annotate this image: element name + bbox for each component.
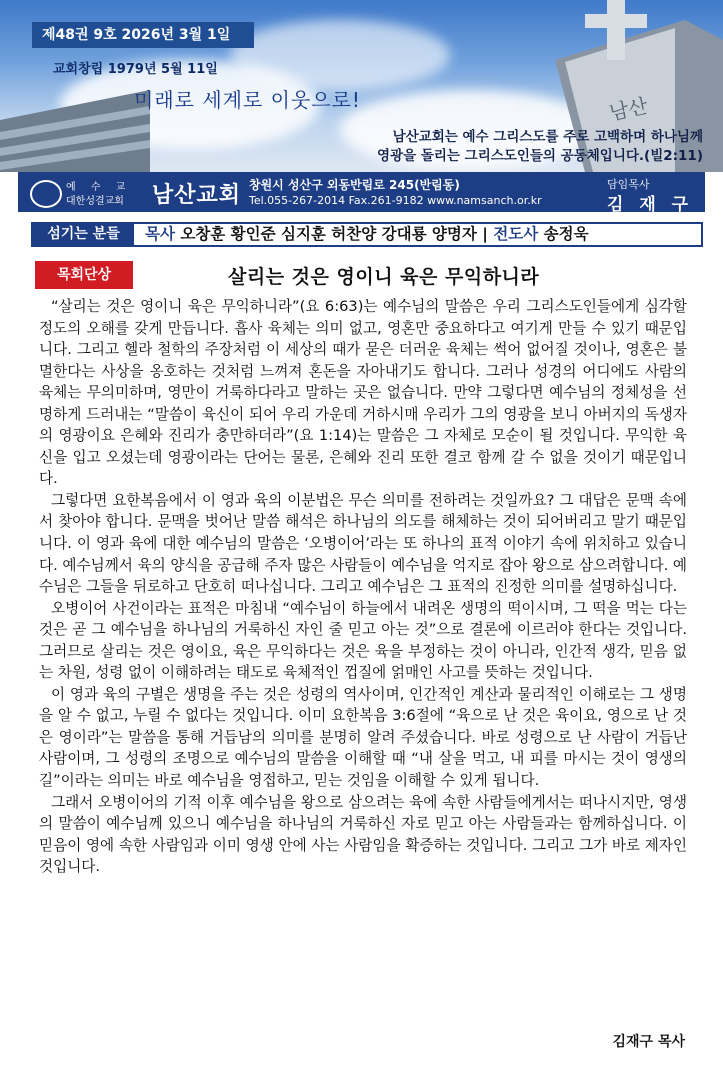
evangelist-role-label: 전도사 bbox=[493, 225, 539, 243]
pastor-names: 오창훈 황인준 심지훈 허찬양 강대룡 양명자 bbox=[180, 225, 477, 243]
mission-statement bbox=[377, 128, 703, 166]
church-address: 창원시 성산구 외동반림로 245(반림동) bbox=[249, 178, 460, 192]
building-image bbox=[0, 90, 150, 172]
pastor-role-label: 목사 bbox=[145, 225, 175, 243]
cloud-decoration bbox=[230, 20, 450, 90]
church-info-bar bbox=[18, 172, 705, 215]
church-contact: Tel.055-267-2014 Fax.261-9182 www.namsanch.or.kr bbox=[249, 194, 542, 207]
article-body bbox=[39, 296, 687, 878]
pastor-role: 담임목사 bbox=[607, 178, 650, 191]
servants-label: 섬기는 분들 bbox=[33, 224, 134, 245]
servants-list bbox=[145, 224, 589, 245]
pastor-name: 김 재 구 bbox=[607, 195, 694, 215]
mission-line: 남산교회는 예수 그리스도를 주로 고백하며 하나님께 bbox=[392, 129, 703, 145]
church-motto: 미래로 세계로 이웃으로! bbox=[134, 88, 361, 112]
svg-text:남산: 남산 bbox=[607, 93, 650, 125]
issue-date: 제48권 9호 2026년 3월 1일 bbox=[32, 22, 254, 48]
article-paragraph: 그렇다면 요한복음에서 이 영과 육의 이분법은 무슨 의미를 전하려는 것일까요? 그 대답은 문맥 속에서 찾아야 합니다. 문맥을 벗어난 말씀 해석은 하나님의 의도를 해체하는 것이 되어버리고 말기 때문입니다. 이 영과 육에 대한 예수님의 말씀은 ‘오병이어’라는 또 하나의 표적 이야기 속에 위치하고 있습니다. 예수님께서 육의 양식을 공급해 주자 많은 사람들이 예수님을 억지로 잡아 왕으로 삼으려합니다. 예수님은 그들을 뒤로하고 단호히 떠나십니다. 그리고 예수님은 그 표적의 진정한 의미를 설명하십니다. bbox=[39, 491, 687, 596]
servants-line bbox=[31, 222, 703, 247]
article-paragraph: 그래서 오병이어의 기적 이후 예수님을 왕으로 삼으려는 육에 속한 사람들에게서는 떠나시지만, 영생의 말씀이 예수님께 있으니 예수님을 하나님의 거룩하신 자로 믿고 아는 사람들과는 함께하십니다. 이 믿음이 영에 속한 사람임과 이미 영생 안에 사는 사람임을 확증하는 것입니다. 그리고 그가 바로 제자인 것입니다. bbox=[39, 793, 687, 876]
church-name: 남산교회 bbox=[152, 183, 242, 208]
author-signature: 김재구 목사 bbox=[612, 1034, 685, 1050]
column-tag: 목회단상 bbox=[35, 261, 133, 289]
mission-line: 영광을 돌리는 그리스도인들의 공동체입니다.(빌2:11) bbox=[377, 148, 703, 164]
article-title: 살리는 것은 영이니 육은 무익하니라 bbox=[228, 266, 540, 288]
denomination-line1: 예 수 교 bbox=[66, 182, 132, 193]
separator: | bbox=[482, 225, 494, 243]
evangelist-names: 송정욱 bbox=[543, 225, 589, 243]
article-paragraph: “살리는 것은 영이니 육은 무익하니라”(요 6:63)는 예수님의 말씀은 우리 그리스도인들에게 심각할 정도의 오해를 갖게 만듭니다. 흡사 육체는 의미 없고, 영혼만 중요하다고 여기게 만들 수 있기 때문입니다. 그리고 헬라 철학의 주장처럼 이 세상의 때가 묻은 더러운 육체는 썩어 없어질 것이나, 영혼은 불멸한다는 사상을 옹호하는 것처럼 느껴져 혼돈을 자아내기도 합니다. 그러나 성경의 어디에도 사람의 육체는 무의미하며, 영만이 거룩하다라고 말하는 곳은 없습니다. 만약 그렇다면 예수님의 정체성을 선명하게 드러내는 “말씀이 육신이 되어 우리 가운데 거하시매 우리가 그의 영광을 보니 아버지의 독생자의 영광이요 은혜와 진리가 충만하더라”(요 1:14)는 말씀은 그 자체로 모순이 될 것입니다. 무익한 육신을 입고 오셨는데 영광이라는 단어는 물론, 은혜와 진리 또한 결코 함께 갈 수 없을 것이기 때문입니다. bbox=[39, 298, 687, 488]
article-paragraph: 이 영과 육의 구별은 생명을 주는 것은 성령의 역사이며, 인간적인 계산과 물리적인 이해로는 그 생명을 알 수 없고, 누릴 수 없다는 것입니다. 이미 요한복음 3:6절에 “육으로 난 것은 육이요, 영으로 난 것은 영이라”는 말씀을 통해 거듭남의 의미를 분명히 알려 주셨습니다. 바로 성령으로 난 사람이 거듭난 사람이며, 그 성령의 조명으로 예수님의 말씀을 이해할 때 “내 살을 먹고, 내 피를 마시는 것이 영생의 길”이라는 의미는 바로 예수님을 영접하고, 믿는 것임을 이해할 수 있게 됩니다. bbox=[39, 685, 687, 790]
article-paragraph: 오병이어 사건이라는 표적은 마침내 “예수님이 하늘에서 내려온 생명의 떡이시며, 그 떡을 먹는 다는 것은 곧 그 예수님을 하나님의 거룩하신 자인 줄 믿고 아는 것”으로 결론에 이르러야 한다는 것입니다. 그러므로 살리는 것은 영이요, 육은 무익하다는 것은 육을 부정하는 것이 아니라, 인간적 생각, 믿음 없는 차원, 성령 없이 이해하려는 태도로 육체적인 껍질에 얽매인 사고를 뜻하는 것입니다. bbox=[39, 599, 687, 682]
denomination-line2: 대한성결교회 bbox=[66, 196, 124, 207]
founding-date: 교회창립 1979년 5월 11일 bbox=[53, 62, 218, 77]
church-logo-icon bbox=[30, 180, 62, 208]
header-banner bbox=[0, 0, 723, 172]
